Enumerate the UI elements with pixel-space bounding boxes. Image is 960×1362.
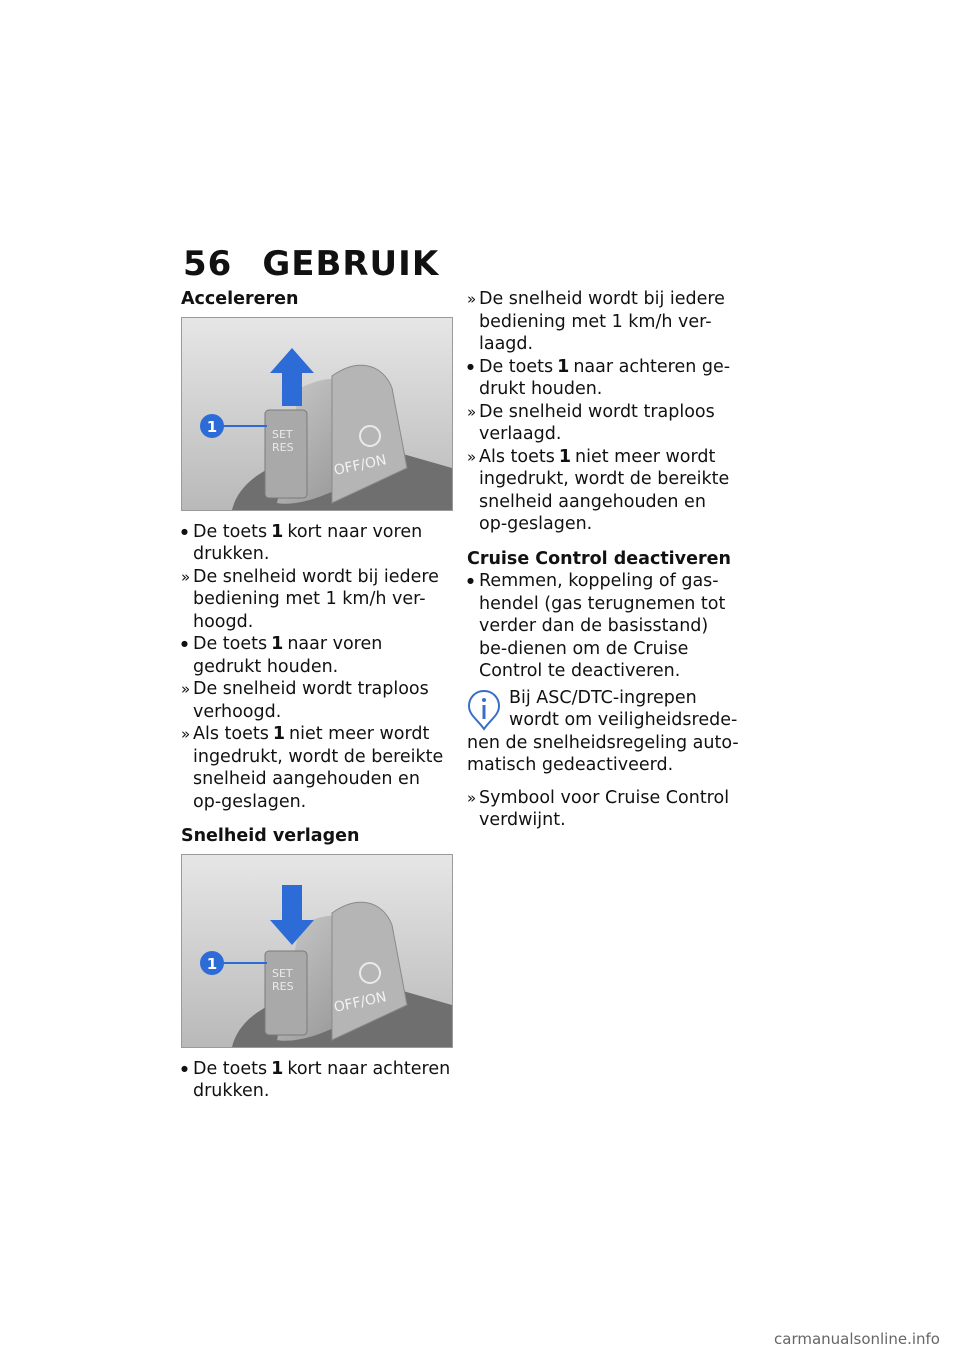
list-item: » De snelheid wordt traploos verlaagd.: [467, 401, 739, 446]
info-icon: [467, 689, 501, 731]
note-text: Bij ASC/DTC-ingrepen wordt om veiligheidsrede-nen de snelheidsregeling auto-matisch gedeactiveerd.: [467, 687, 739, 775]
reference-number: 1: [271, 521, 284, 542]
bullet-icon: [181, 521, 193, 546]
page-header: [183, 244, 439, 284]
result-icon: [467, 401, 479, 425]
result-icon: [181, 678, 193, 702]
list-item: » Symbool voor Cruise Control verdwijnt.: [467, 787, 739, 832]
list-decelerate: [181, 1058, 453, 1103]
reference-number: 1: [557, 356, 570, 377]
list-decelerate-continued: [467, 288, 739, 536]
result-icon: [181, 566, 193, 590]
list-item: » De snelheid wordt bij iedere bediening met 1 km/h ver-laagd.: [467, 288, 739, 356]
section-title-snelheid-verlagen: Snelheid verlagen: [181, 826, 360, 846]
callout-number: 1: [206, 417, 218, 436]
list-item: ● De toets 1 naar achteren ge-drukt houden.: [467, 356, 739, 401]
reference-number: 1: [271, 634, 284, 654]
list-item: » Als toets 1 niet meer wordt ingedrukt, wordt de bereikte snelheid aangehouden en op-geslagen.: [467, 446, 739, 536]
list-item: ● De toets 1 naar voren gedrukt houden.: [181, 633, 453, 678]
result-icon: [467, 787, 479, 811]
reference-number: 1: [558, 446, 572, 467]
result-icon: [467, 446, 479, 470]
list-result: [467, 787, 739, 832]
button-label-top: SET: [272, 427, 293, 441]
list-accelerate: [181, 521, 453, 814]
chapter-title: GEBRUIK: [262, 244, 440, 284]
bullet-icon: [181, 633, 193, 658]
page-number: 56: [183, 244, 233, 284]
button-label-bottom: RES: [272, 979, 294, 993]
figure-accelerate: [181, 317, 453, 511]
button-label-bottom: RES: [272, 440, 294, 454]
right-column: [467, 288, 739, 832]
bullet-icon: [467, 570, 479, 595]
list-deactivate: [467, 570, 739, 683]
section-title-accelereren: Accelereren: [181, 289, 299, 309]
list-item: ● De toets 1 kort naar voren drukken.: [181, 521, 453, 566]
list-item: » De snelheid wordt traploos verhoogd.: [181, 678, 453, 723]
cruise-switch-illustration: [182, 855, 452, 1047]
section-title-cruise-control-deactiveren: Cruise Control deactiveren: [467, 548, 731, 569]
list-item: » De snelheid wordt bij iedere bediening met 1 km/h ver-hoogd.: [181, 566, 453, 634]
left-column: [181, 288, 453, 1103]
result-icon: [467, 288, 479, 312]
bullet-icon: [181, 1058, 193, 1083]
list-item: » Als toets 1 niet meer wordt ingedrukt, wordt de bereikte snelheid aangehouden en op-geslagen.: [181, 723, 453, 813]
cap-label: OFF/ON: [332, 451, 389, 479]
list-item: ● Remmen, koppeling of gas-hendel (gas terugnemen tot verder dan de basisstand) be-dienen om de Cruise Control te deactiveren.: [467, 570, 739, 683]
cruise-switch-illustration: [182, 318, 452, 510]
watermark: carmanualsonline.info: [774, 1330, 940, 1348]
figure-decelerate: [181, 854, 453, 1048]
result-icon: [181, 723, 193, 747]
reference-number: 1: [272, 724, 286, 744]
button-label-top: SET: [272, 966, 293, 980]
cap-label: OFF/ON: [332, 988, 389, 1016]
list-item: ● De toets 1 kort naar achteren drukken.: [181, 1058, 453, 1103]
info-note: [467, 687, 739, 777]
callout-number: 1: [206, 954, 218, 973]
bullet-icon: [467, 356, 479, 381]
reference-number: 1: [271, 1058, 284, 1079]
